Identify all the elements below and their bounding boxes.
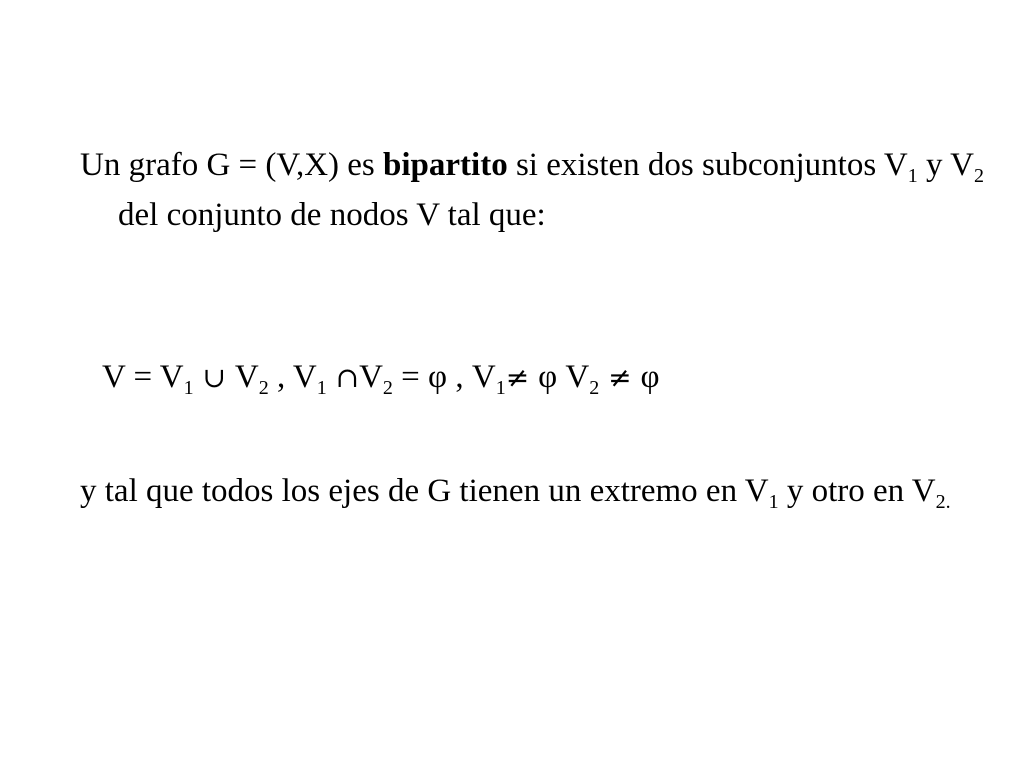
subscript-2: 2	[973, 165, 984, 187]
definition-text-b: si existen dos subconjuntos V	[507, 147, 908, 183]
formula-sub-1: 1	[183, 377, 194, 399]
formula-sub-5: 1	[495, 377, 506, 399]
definition-paragraph	[80, 140, 998, 240]
definition-text-c: y V	[917, 147, 974, 183]
formula-sub-4: 2	[382, 377, 393, 399]
formula-v-4: V	[557, 359, 590, 395]
subscript-1: 1	[907, 165, 918, 187]
edges-subscript-1: 1	[768, 491, 779, 513]
definition-text-d: del conjunto de nodos V tal que:	[118, 197, 546, 233]
intersection-symbol: ∩	[326, 361, 360, 394]
empty-set-symbol: φ	[428, 359, 448, 395]
union-symbol: ∪	[193, 361, 235, 394]
definition-text-a: Un grafo G = (V,X) es	[80, 147, 384, 183]
edges-text-a: y tal que todos los ejes de G tienen un extremo en V	[80, 473, 769, 509]
formula-equals: =	[392, 359, 429, 395]
formula-sub-6: 2	[589, 377, 600, 399]
formula-comma-v: , V	[268, 359, 317, 395]
formula-sub-3: 1	[316, 377, 327, 399]
edges-subscript-2: 2.	[935, 491, 951, 513]
edges-text-b: y otro en V	[778, 473, 936, 509]
formula-v-eq-v: V = V	[102, 359, 184, 395]
empty-set-symbol-3: φ	[640, 359, 660, 395]
formula-v: V	[234, 359, 259, 395]
not-equal-symbol-2: ≠	[599, 361, 641, 394]
formula-comma-v-3: , V	[447, 359, 496, 395]
edges-paragraph	[80, 466, 998, 516]
formula-sub-2: 2	[258, 377, 269, 399]
formula-v-2: V	[359, 359, 383, 395]
not-equal-symbol: ≠	[505, 361, 539, 394]
empty-set-symbol-2: φ	[538, 359, 558, 395]
bipartito-term: bipartito	[383, 147, 508, 183]
partition-formula	[102, 352, 660, 403]
